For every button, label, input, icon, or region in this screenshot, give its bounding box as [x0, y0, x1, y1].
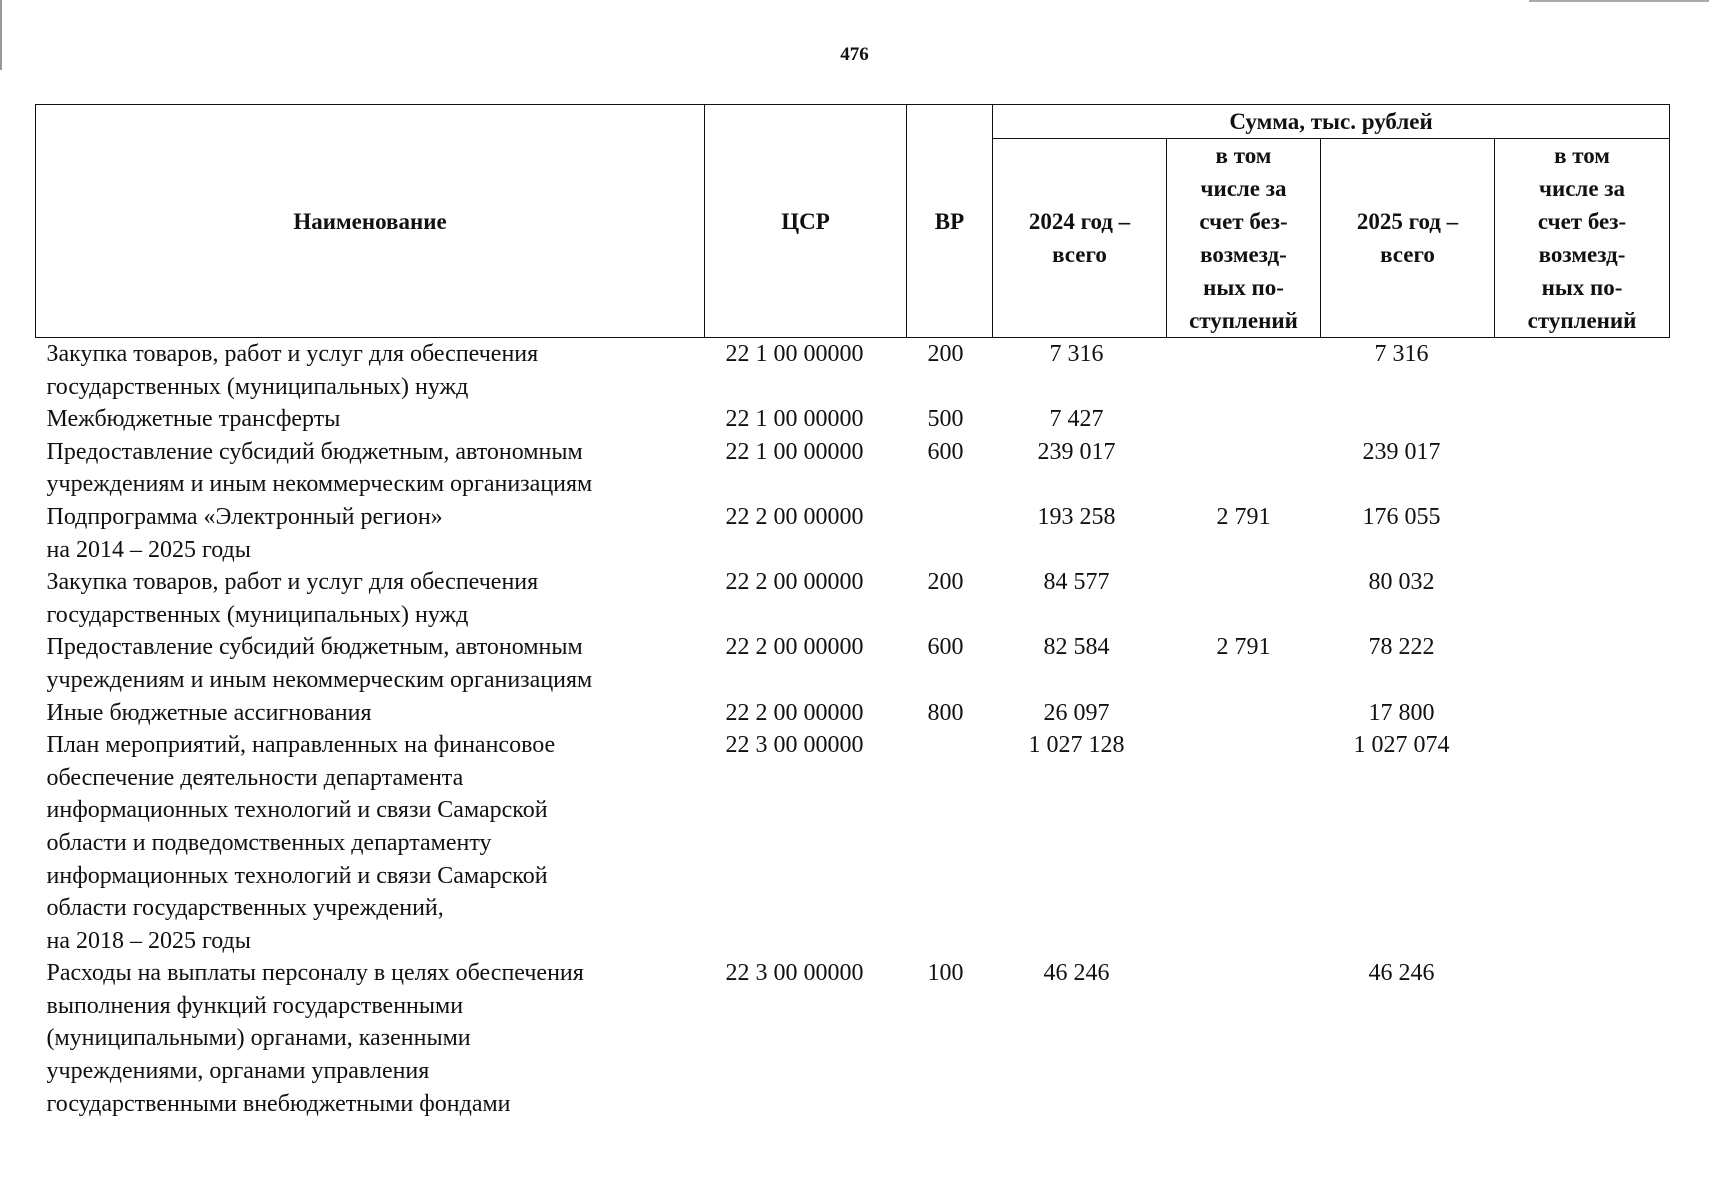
row-2025-total — [1321, 403, 1495, 436]
row-2025-grants — [1495, 631, 1670, 696]
row-2025-grants — [1495, 501, 1670, 566]
table-row — [36, 631, 1670, 696]
row-2024-grants — [1167, 566, 1321, 631]
row-csr: 22 3 00 00000 — [725, 960, 864, 987]
row-name: Иные бюджетные ассигнования — [46, 699, 372, 726]
row-2025-grants — [1495, 436, 1670, 501]
table-row — [36, 338, 1670, 404]
row-name: Предоставление субсидий бюджетным, автономным учреждениям и иным некоммерческим организациям — [46, 634, 593, 693]
row-2024-total: 82 584 — [1043, 634, 1110, 661]
row-2025-total: 239 017 — [1362, 438, 1441, 465]
row-vr: 100 — [927, 960, 964, 987]
row-2024-total: 26 097 — [1043, 699, 1110, 726]
row-vr: 600 — [927, 634, 964, 661]
row-2025-grants — [1495, 338, 1670, 404]
row-csr: 22 1 00 00000 — [725, 341, 864, 367]
table-row — [36, 729, 1670, 957]
row-2025-grants — [1495, 957, 1670, 1120]
row-vr: 800 — [927, 699, 964, 726]
row-name: Закупка товаров, работ и услуг для обеспечения государственных (муниципальных) нужд — [46, 569, 539, 628]
row-csr: 22 1 00 00000 — [725, 438, 864, 465]
header-sum: Сумма, тыс. рублей — [993, 105, 1670, 139]
page-number: 476 — [840, 44, 869, 65]
row-2025-total: 1 027 074 — [1353, 732, 1450, 759]
row-2024-grants — [1167, 436, 1321, 501]
header-2024-total: 2024 год – всего — [993, 139, 1167, 338]
table-row — [36, 566, 1670, 631]
row-2025-total: 176 055 — [1362, 503, 1441, 530]
header-2024-grants: в том числе за счет без- возмезд- ных по- ступлений — [1167, 139, 1321, 338]
row-2024-grants — [1167, 957, 1321, 1120]
row-csr: 22 3 00 00000 — [725, 732, 864, 759]
row-2024-total: 84 577 — [1043, 569, 1110, 596]
header-name: Наименование — [36, 105, 705, 338]
row-csr: 22 2 00 00000 — [725, 634, 864, 661]
row-2024-total: 46 246 — [1043, 960, 1110, 987]
row-2024-grants — [1167, 338, 1321, 404]
page-edge-mark — [1529, 0, 1709, 2]
row-csr: 22 1 00 00000 — [725, 406, 864, 433]
table-row — [36, 697, 1670, 730]
row-2024-total: 1 027 128 — [1028, 732, 1125, 759]
row-vr — [907, 729, 993, 957]
budget-table — [35, 104, 1670, 1120]
row-2024-grants: 2 791 — [1216, 503, 1271, 530]
header-2025-grants: в том числе за счет без- возмезд- ных по- ступлений — [1495, 139, 1670, 338]
row-2024-grants — [1167, 729, 1321, 957]
row-vr: 500 — [927, 406, 964, 433]
row-name: Предоставление субсидий бюджетным, автономным учреждениям и иным некоммерческим организациям — [46, 438, 593, 498]
table-row — [36, 436, 1670, 501]
row-vr — [907, 501, 993, 566]
row-vr: 200 — [927, 341, 964, 367]
row-2024-total: 193 258 — [1037, 503, 1116, 530]
row-2024-grants — [1167, 403, 1321, 436]
row-vr: 200 — [927, 569, 964, 596]
row-csr: 22 2 00 00000 — [725, 699, 864, 726]
table-body — [36, 338, 1670, 1121]
table-row — [36, 501, 1670, 566]
row-2025-total: 46 246 — [1368, 960, 1435, 987]
row-2024-grants: 2 791 — [1216, 634, 1271, 661]
row-name: Подпрограмма «Электронный регион» на 2014 – 2025 годы — [46, 503, 443, 563]
table-row — [36, 403, 1670, 436]
row-2025-grants — [1495, 566, 1670, 631]
row-2025-grants — [1495, 729, 1670, 957]
row-name: Межбюджетные трансферты — [46, 406, 341, 433]
row-vr: 600 — [927, 438, 964, 465]
row-2024-grants — [1167, 697, 1321, 730]
row-csr: 22 2 00 00000 — [725, 569, 864, 596]
row-csr: 22 2 00 00000 — [725, 503, 864, 530]
row-2025-total: 80 032 — [1368, 569, 1435, 596]
header-vr: ВР — [907, 105, 993, 338]
row-2024-total: 7 427 — [1049, 406, 1104, 433]
row-name: План мероприятий, направленных на финансовое обеспечение деятельности департамента информационных технологий и связи Самарской области и подведомственных департаменту информационных технологий и связи Самарской области государственных учреждений, на 2018 – 2025 годы — [46, 732, 556, 954]
header-2025-total: 2025 год – всего — [1321, 139, 1495, 338]
row-name: Закупка товаров, работ и услуг для обеспечения государственных (муниципальных) нужд — [46, 341, 539, 400]
row-name: Расходы на выплаты персоналу в целях обеспечения выполнения функций государственными (муниципальными) органами, казенными учреждениями, органами управления государственными внебюджетными фондами — [46, 960, 584, 1117]
row-2025-total: 78 222 — [1368, 634, 1435, 661]
header-csr: ЦСР — [705, 105, 907, 338]
row-2024-total: 239 017 — [1037, 438, 1116, 465]
row-2024-total: 7 316 — [1049, 341, 1104, 367]
row-2025-grants — [1495, 403, 1670, 436]
row-2025-grants — [1495, 697, 1670, 730]
row-2025-total: 17 800 — [1368, 699, 1435, 726]
table-row — [36, 957, 1670, 1120]
row-2025-total: 7 316 — [1374, 341, 1429, 367]
